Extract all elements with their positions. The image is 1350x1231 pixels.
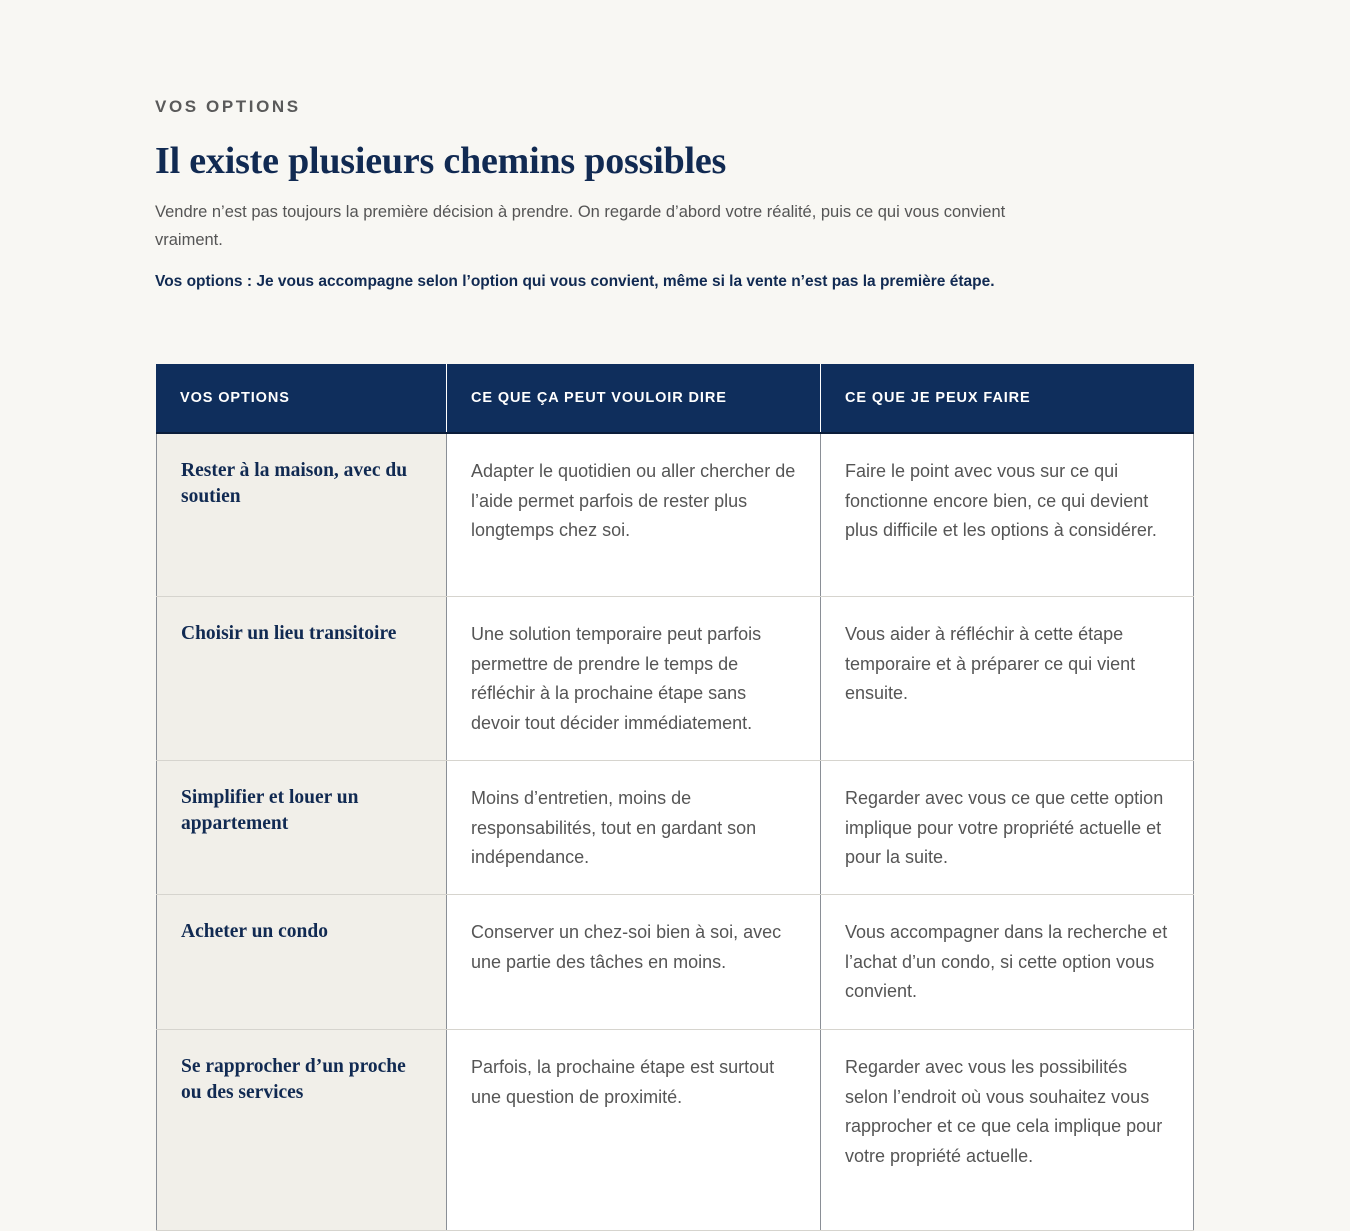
table-row <box>156 434 1194 597</box>
option-cell <box>156 761 446 894</box>
meaning-cell: Adapter le quotidien ou aller chercher de l’aide permet parfois de rester plus longtemps chez soi. <box>446 434 820 596</box>
options-section <box>155 96 1195 294</box>
header-options: VOS OPTIONS <box>180 390 290 406</box>
meaning-cell: Moins d’entretien, moins de responsabilités, tout en gardant son indépendance. <box>446 761 820 894</box>
help-cell: Regarder avec vous les possibilités selon l’endroit où vous souhaitez vous rapprocher et ce que cela implique pour votre propriété actuelle. <box>820 1030 1194 1230</box>
option-title: Se rapprocher d’un proche ou des services <box>181 1056 406 1103</box>
help-cell: Faire le point avec vous sur ce qui fonctionne encore bien, ce qui devient plus difficile et les options à considérer. <box>820 434 1194 596</box>
option-cell <box>156 895 446 1029</box>
header-help: CE QUE JE PEUX FAIRE <box>820 364 1194 432</box>
meaning-cell: Conserver un chez-soi bien à soi, avec une partie des tâches en moins. <box>446 895 820 1029</box>
header-meaning: CE QUE ÇA PEUT VOULOIR DIRE <box>446 364 820 432</box>
option-title: Acheter un condo <box>181 921 328 942</box>
options-note: Vos options : Je vous accompagne selon l’option qui vous convient, même si la vente n’est pas la première étape. <box>155 273 995 290</box>
option-title: Simplifier et louer un appartement <box>181 787 359 834</box>
meaning-cell: Parfois, la prochaine étape est surtout une question de proximité. <box>446 1030 820 1230</box>
table-header-row <box>156 364 1194 434</box>
help-cell: Vous accompagner dans la recherche et l’achat d’un condo, si cette option vous convient. <box>820 895 1194 1029</box>
intro-paragraph: Vendre n’est pas toujours la première décision à prendre. On regarde d’abord votre réalité, puis ce qui vous convient vraiment. <box>155 203 1006 249</box>
option-cell <box>156 1030 446 1230</box>
table-row <box>156 1030 1194 1231</box>
table-row <box>156 761 1194 895</box>
table-row <box>156 597 1194 761</box>
option-title: Choisir un lieu transitoire <box>181 623 397 644</box>
table-row <box>156 895 1194 1030</box>
page-title: Il existe plusieurs chemins possibles <box>155 140 727 182</box>
help-cell: Vous aider à réfléchir à cette étape temporaire et à préparer ce qui vient ensuite. <box>820 597 1194 760</box>
options-table <box>156 364 1194 1231</box>
option-cell <box>156 597 446 760</box>
meaning-cell: Une solution temporaire peut parfois permettre de prendre le temps de réfléchir à la prochaine étape sans devoir tout décider immédiatement. <box>446 597 820 760</box>
help-cell: Regarder avec vous ce que cette option implique pour votre propriété actuelle et pour la suite. <box>820 761 1194 894</box>
section-eyebrow: VOS OPTIONS <box>155 97 301 116</box>
option-title: Rester à la maison, avec du soutien <box>181 460 408 507</box>
option-cell <box>156 434 446 596</box>
